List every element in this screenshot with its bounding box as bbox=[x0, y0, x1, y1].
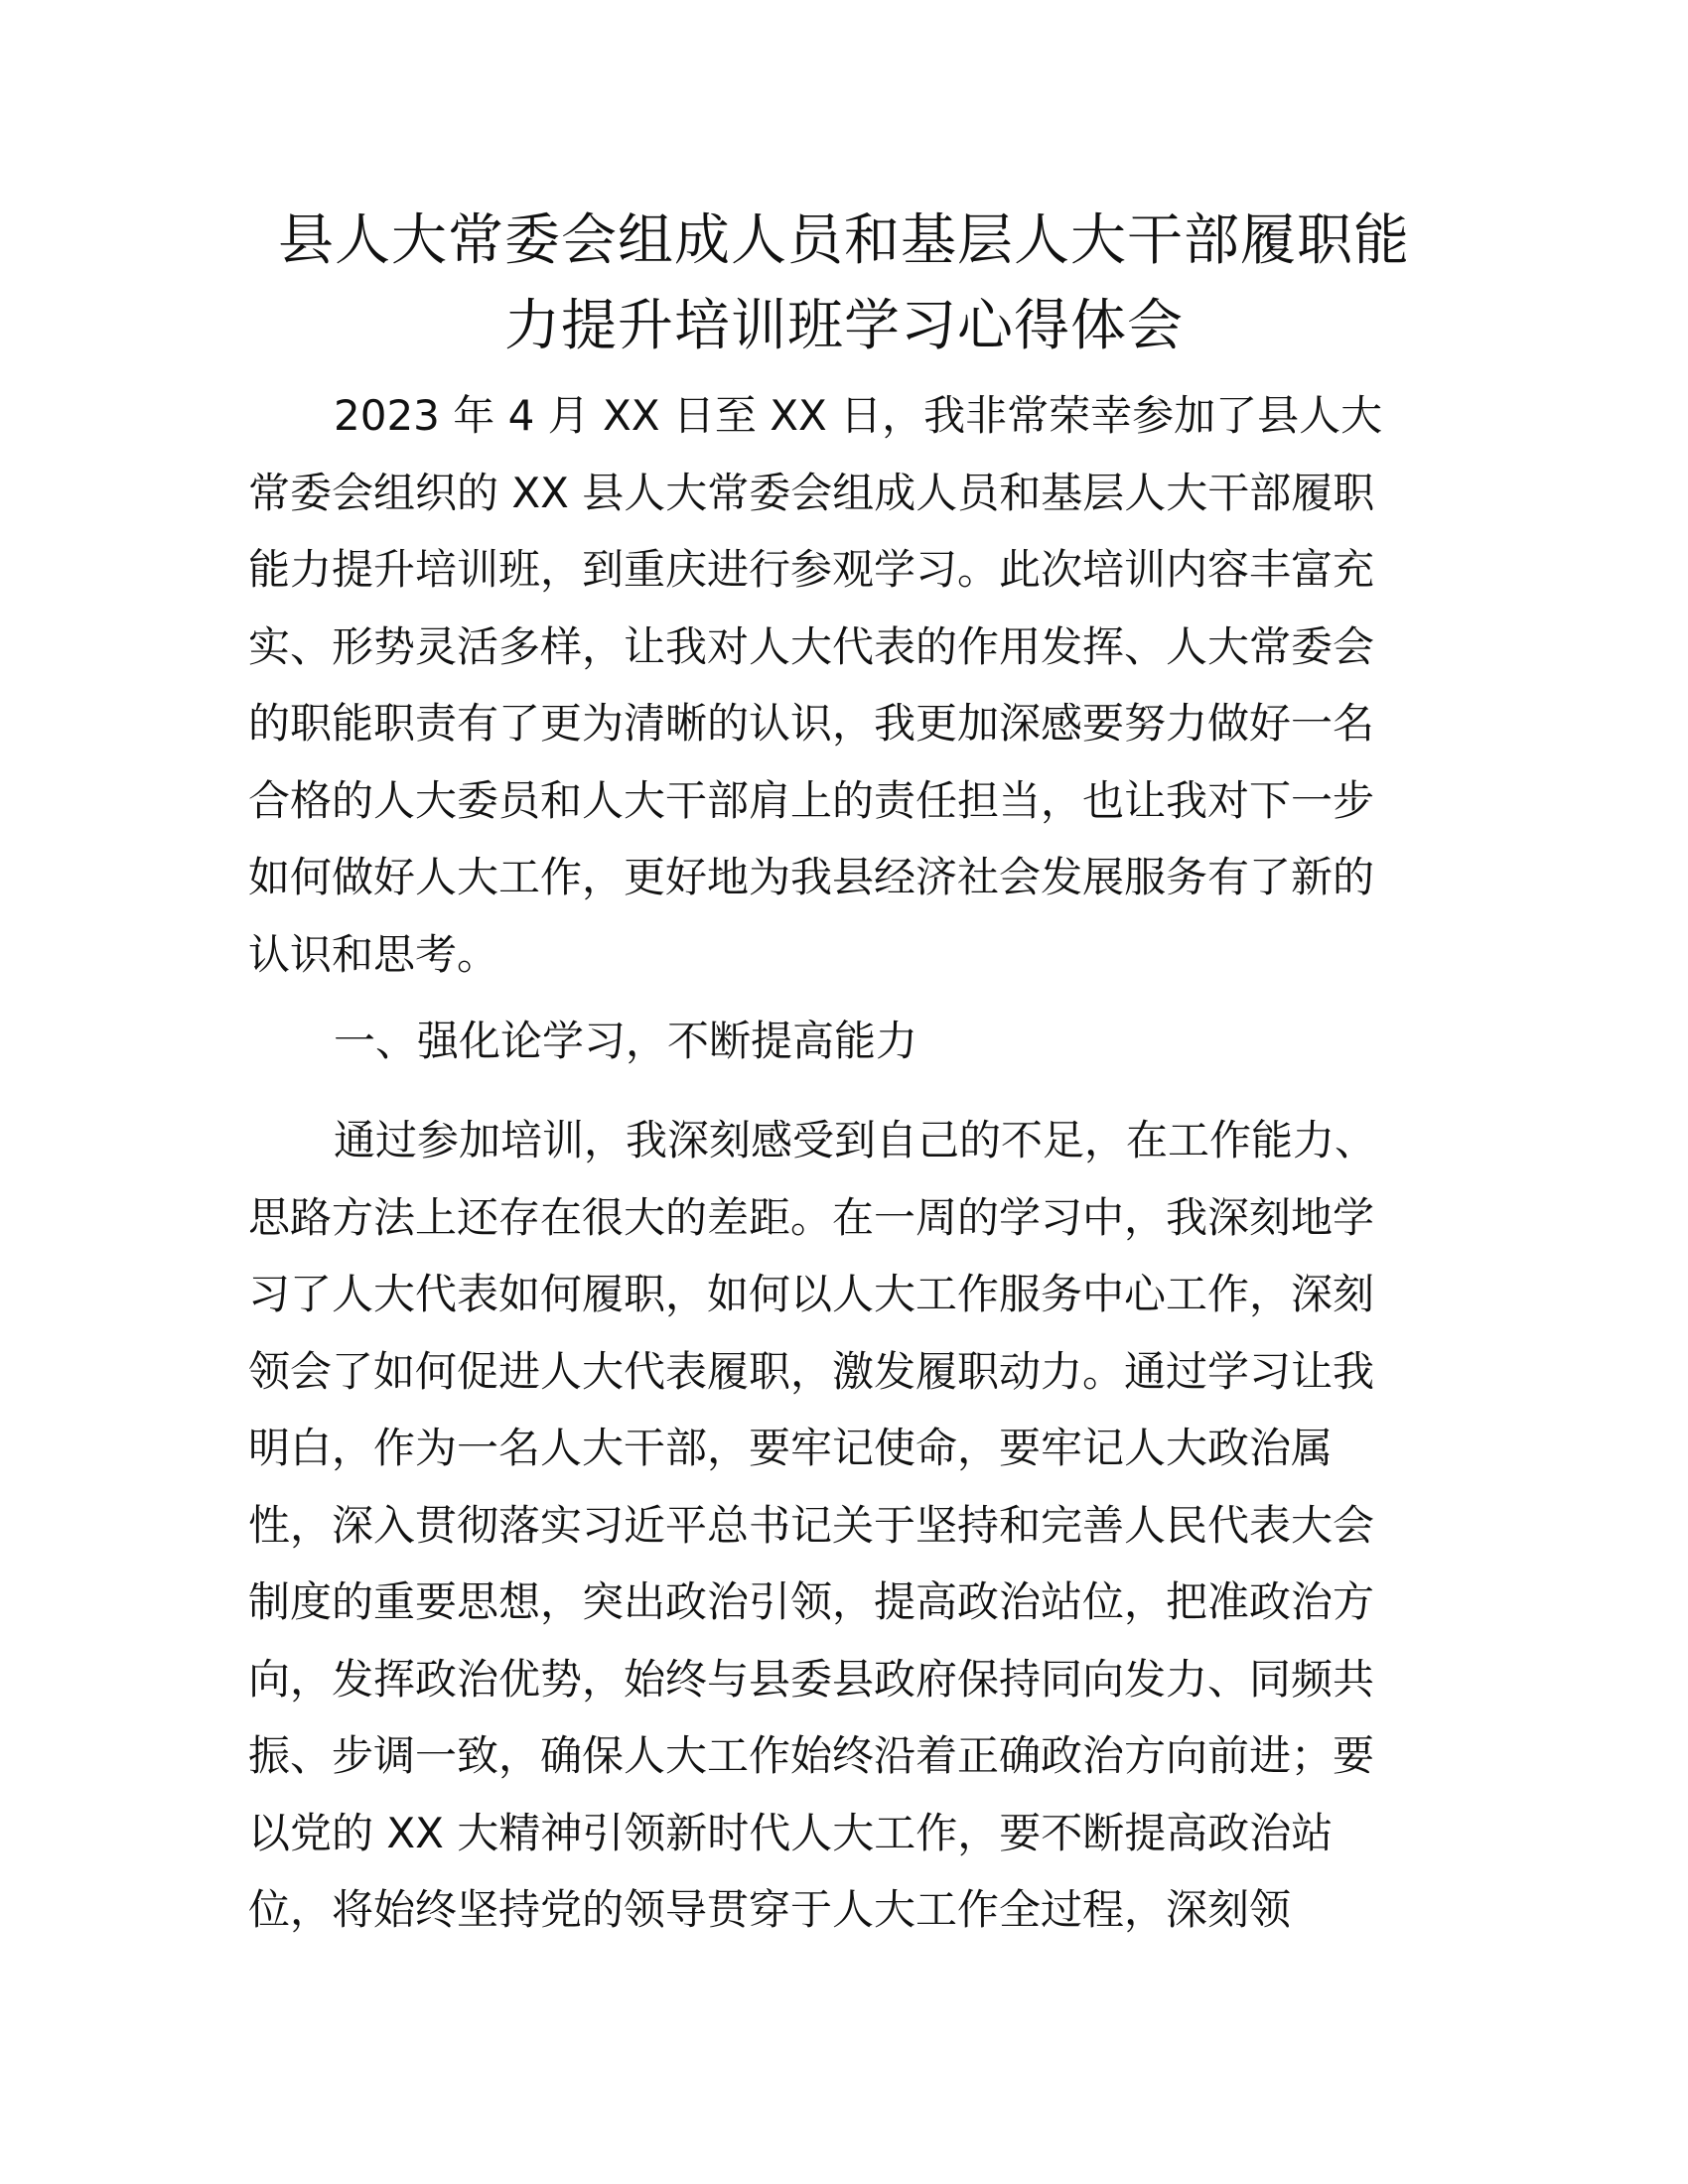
paragraph-line: 性，深入贯彻落实习近平总书记关于坚持和完善人民代表大会 bbox=[248, 1500, 1375, 1550]
paragraph-line: 明白，作为一名人大干部，要牢记使命，要牢记人大政治属 bbox=[248, 1424, 1334, 1472]
paragraph-line: 常委会组织的 XX 县人大常委会组成人员和基层人大干部履职 bbox=[248, 468, 1375, 517]
paragraph-line: 制度的重要思想，突出政治引领，提高政治站位，把准政治方 bbox=[248, 1577, 1375, 1626]
paragraph-section-1 bbox=[248, 1102, 1440, 1949]
paragraph-line: 如何做好人大工作，更好地为我县经济社会发展服务有了新的 bbox=[248, 853, 1375, 901]
paragraph-line: 能力提升培训班，到重庆进行参观学习。此次培训内容丰富充 bbox=[248, 545, 1375, 594]
paragraph-line: 实、形势灵活多样，让我对人大代表的作用发挥、人大常委会 bbox=[248, 621, 1375, 671]
section-heading bbox=[248, 1003, 1440, 1080]
paragraph-line: 习了人大代表如何履职，如何以人大工作服务中心工作，深刻 bbox=[248, 1270, 1375, 1318]
paragraph-line: 振、步调一致，确保人大工作始终沿着正确政治方向前进；要 bbox=[248, 1731, 1375, 1780]
paragraph-line: 以党的 XX 大精神引领新时代人大工作，要不断提高政治站 bbox=[248, 1808, 1334, 1857]
paragraph-line: 向，发挥政治优势，始终与县委县政府保持同向发力、同频共 bbox=[248, 1654, 1375, 1704]
paragraph-line: 认识和思考。 bbox=[248, 929, 499, 979]
title-line-1: 县人大常委会组成人员和基层人大干部履职能 bbox=[278, 208, 1410, 273]
paragraph-line: 合格的人大委员和人大干部肩上的责任担当，也让我对下一步 bbox=[248, 775, 1375, 825]
paragraph-line: 通过参加培训，我深刻感受到自己的不足，在工作能力、 bbox=[334, 1116, 1377, 1164]
title-line-2: 力提升培训班学习心得体会 bbox=[504, 294, 1184, 358]
paragraph-line: 领会了如何促进人大代表履职，激发履职动力。通过学习让我 bbox=[248, 1346, 1375, 1396]
document-title bbox=[228, 199, 1460, 369]
paragraph-line: 思路方法上还存在很大的差距。在一周的学习中，我深刻地学 bbox=[248, 1192, 1375, 1242]
paragraph-line: 的职能职责有了更为清晰的认识，我更加深感要努力做好一名 bbox=[248, 699, 1375, 748]
section-heading-text: 一、强化论学习，不断提高能力 bbox=[334, 1017, 918, 1065]
paragraph-intro bbox=[248, 377, 1440, 993]
paragraph-line: 2023 年 4 月 XX 日至 XX 日，我非常荣幸参加了县人大 bbox=[334, 391, 1383, 440]
paragraph-line: 位，将始终坚持党的领导贯穿于人大工作全过程，深刻领 bbox=[248, 1885, 1292, 1934]
